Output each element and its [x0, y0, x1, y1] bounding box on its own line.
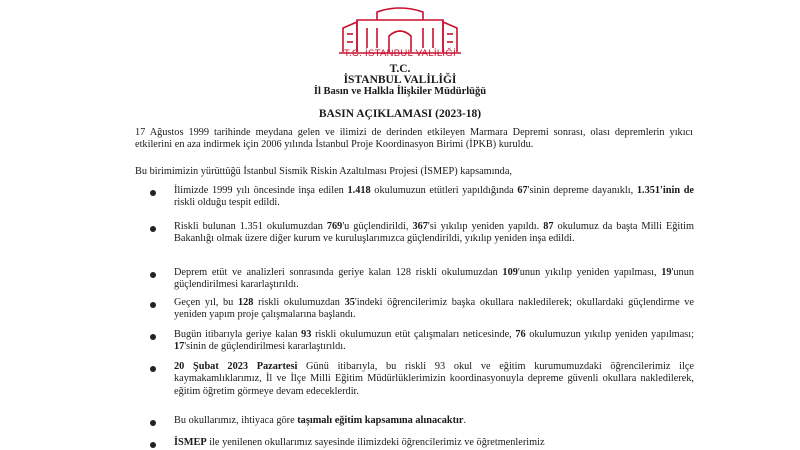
- bullet-icon: [150, 226, 156, 232]
- header-tc: T.C.: [389, 63, 411, 75]
- scope-paragraph: Bu birimimizin yürüttüğü İstanbul Sismik Riskin Azaltılması Projesi (İSMEP) kapsamında,: [135, 166, 512, 177]
- bullet-icon: [150, 302, 156, 308]
- logo-caption: T.C. İSTANBUL VALİLİĞİ: [343, 48, 456, 59]
- bullet-icon: [150, 420, 156, 426]
- header-governorship: İSTANBUL VALİLİĞİ: [343, 74, 457, 86]
- bullet-item: 20 Şubat 2023 Pazartesi Günü itibarıyla, bu riskli 93 okul ve eğitim kurumumuzdaki öğrencilerimiz ilçe kaymakamlıklarımız, İl ve İlçe Milli Eğitim Müdürlüklerimizin koordinasyonuyla depreme güvenli okullara nakledilerek, eğitim öğretim görmeye devam edeceklerdir.: [174, 361, 694, 397]
- bullet-icon: [150, 334, 156, 340]
- press-release-title: BASIN AÇIKLAMASI (2023-18): [318, 108, 482, 120]
- bullet-item: Riskli bulunan 1.351 okulumuzdan 769'u güçlendirildi, 367'si yıkılıp yeniden yapıldı. 87 okulumuz da başta Milli Eğitim Bakanlığı olmak üzere diğer kurum ve kuruluşlarımızca güçlendirildi, yıkılıp yeniden inşa edildi.: [174, 221, 695, 245]
- bullet-item: Geçen yıl, bu 128 riskli okulumuzdan 35'indeki öğrencilerimiz başka okullara nakledilerek; okullardaki güçlendirme ve yeniden yapım proje çalışmalarına başlandı.: [174, 297, 694, 321]
- bullet-item: İSMEP ile yenilenen okullarımız sayesinde ilimizdeki öğrencilerimiz ve öğretmenlerimiz: [174, 437, 545, 448]
- bullet-icon: [150, 366, 156, 372]
- intro-paragraph: 17 Ağustos 1999 tarihinde meydana gelen ve ilimizi de derinden etkileyen Marmara Depremi sonrası, olası depremlerin yıkıcı etkilerini en aza indirmek için 2006 yılında İstanbul Proje Koordinasyon Birimi (İPKB) kuruldu.: [135, 127, 693, 151]
- bullet-item: Bu okullarımız, ihtiyaca göre taşımalı eğitim kapsamına alınacaktır.: [174, 415, 467, 426]
- bullet-icon: [150, 272, 156, 278]
- header-directorate: İl Basın ve Halkla İlişkiler Müdürlüğü: [313, 86, 487, 97]
- bullet-item: İlimizde 1999 yılı öncesinde inşa edilen 1.418 okulumuzun etütleri yapıldığında 67'sinin depreme dayanıklı, 1.351'inin de riskli olduğu tespit edildi.: [174, 185, 694, 209]
- bullet-item: Bugün itibarıyla geriye kalan 93 riskli okulumuzun etüt çalışmaları neticesinde, 76 okulumuzun yıkılıp yeniden yapılması; 17'sinin de güçlendirilmesi kararlaştırıldı.: [174, 329, 694, 353]
- bullet-icon: [150, 442, 156, 448]
- bullet-item: Deprem etüt ve analizleri sonrasında geriye kalan 128 riskli okulumuzdan 109'unun yıkılıp yeniden yapılması, 19'unun güçlendirilmesi kararlaştırıldı.: [174, 267, 694, 291]
- bullet-icon: [150, 190, 156, 196]
